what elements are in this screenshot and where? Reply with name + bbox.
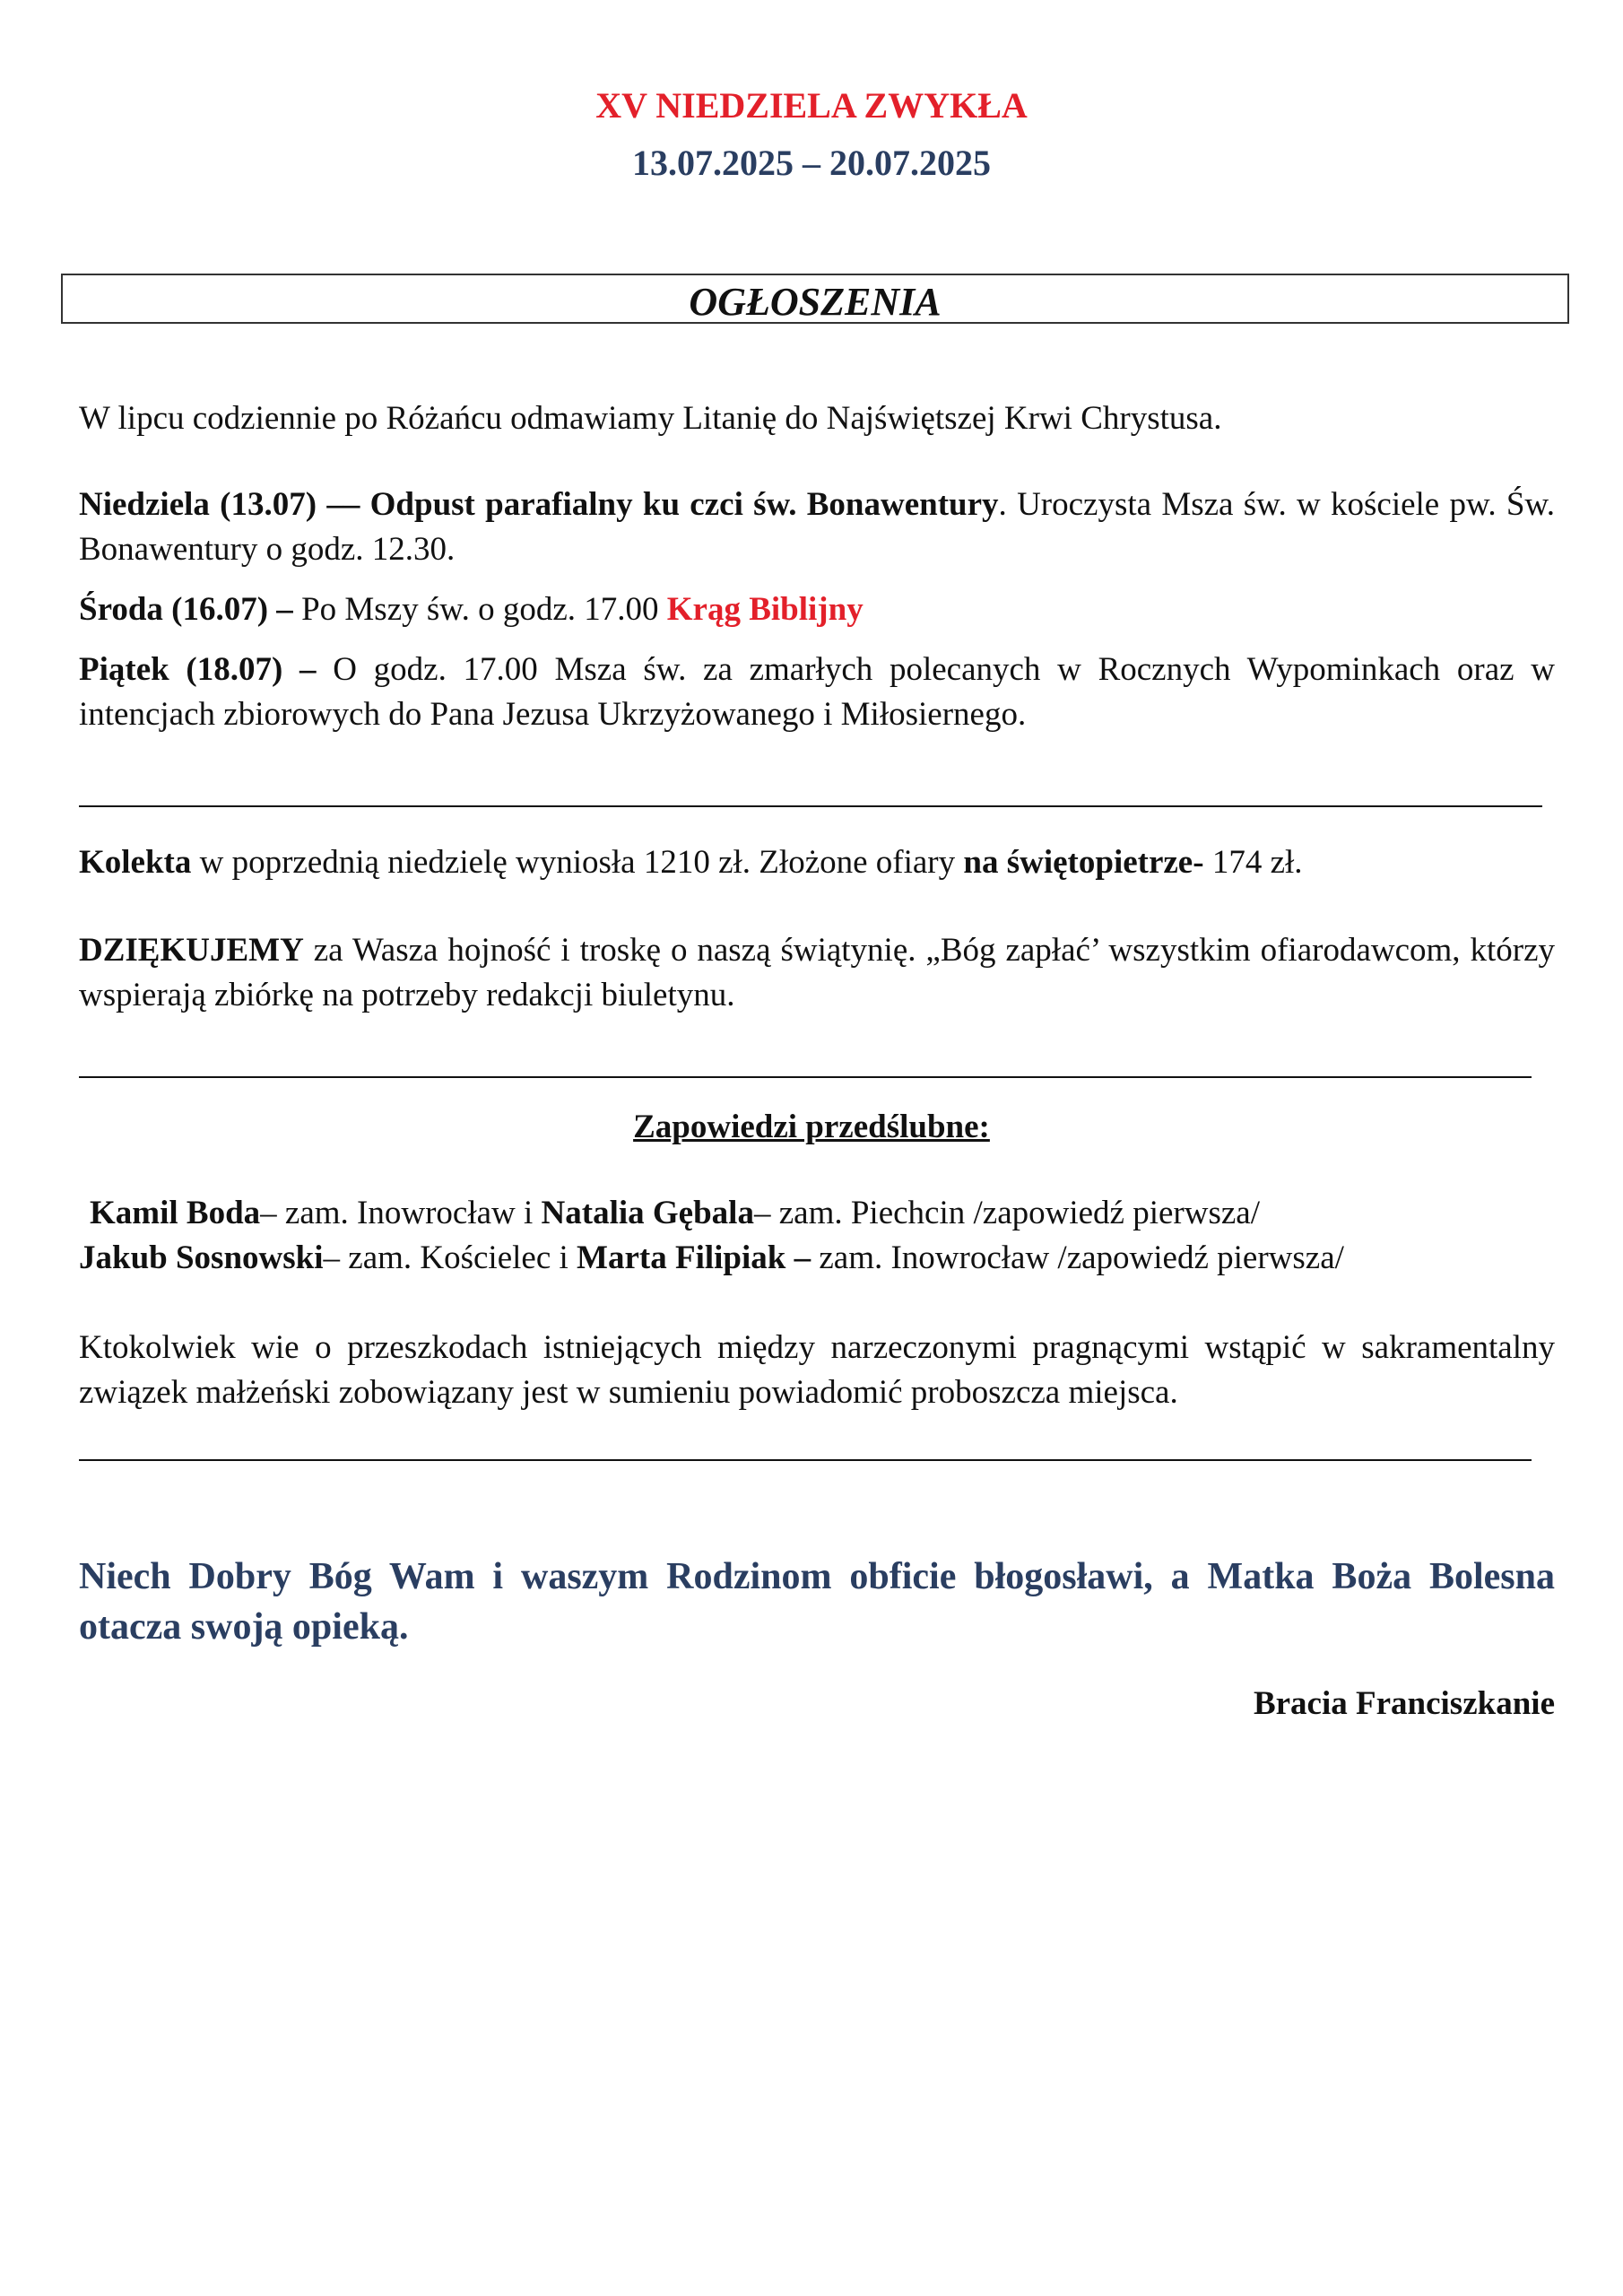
- section-title-box: [61, 274, 1569, 324]
- section-title: OGŁOSZENIA: [689, 280, 942, 324]
- bride-name: Natalia Gębala: [541, 1195, 754, 1231]
- page-title: XV NIEDZIELA ZWYKŁA: [595, 85, 1028, 126]
- peters-pence-label: na świętopietrze-: [963, 844, 1204, 881]
- divider: [79, 805, 1542, 807]
- sunday-text: . Uroczysta Msza św. w kościele pw. Św. Bonawentury o godz. 12.30.: [79, 486, 1555, 568]
- wednesday-text: Po Mszy św. o godz. 17.00: [301, 591, 667, 628]
- litany-text: W lipcu codziennie po Różańcu odmawiamy Litanię do Najświętszej Krwi Chrystusa.: [79, 400, 1222, 437]
- bride-residence: – zam. Piechcin /zapowiedź pierwsza/: [753, 1195, 1260, 1231]
- bride-residence: zam. Inowrocław /zapowiedź pierwsza/: [811, 1239, 1344, 1276]
- banns-impediment-notice: [79, 1326, 1555, 1415]
- wednesday-announcement: [79, 587, 1555, 632]
- groom-name: Kamil Boda: [90, 1195, 261, 1231]
- peters-pence-amount: 174 zł.: [1203, 844, 1303, 881]
- signature: Bracia Franciszkanie: [1253, 1685, 1555, 1722]
- date-range: 13.07.2025 – 20.07.2025: [632, 143, 991, 183]
- groom-name: Jakub Sosnowski: [79, 1239, 324, 1276]
- banns-couple-2: [79, 1236, 1555, 1281]
- wednesday-label: Środa (16.07) –: [79, 591, 302, 628]
- thanks-notice: [79, 928, 1555, 1018]
- bride-name: Marta Filipiak –: [577, 1239, 812, 1276]
- litany-notice: [79, 396, 1555, 441]
- blessing-text: Niech Dobry Bóg Wam i waszym Rodzinom obficie błogosławi, a Matka Boża Bolesna otacza swoją opieką.: [79, 1556, 1555, 1648]
- sunday-label: Niedziela (13.07) –– Odpust parafialny ku czci św. Bonawentury: [79, 486, 999, 523]
- sunday-announcement: [79, 483, 1555, 572]
- groom-residence: – zam. Inowrocław i: [260, 1195, 542, 1231]
- thanks-text: za Wasza hojność i troskę o naszą świątynię. „Bóg zapłać’ wszystkim ofiarodawcom, którzy wspierają zbiórkę na potrzeby redakcji biuletynu.: [79, 932, 1555, 1013]
- banns-couple-1: [79, 1191, 1555, 1236]
- divider: [79, 1076, 1532, 1078]
- collection-notice: [79, 840, 1555, 885]
- impediment-text: Ktokolwiek wie o przeszkodach istniejących między narzeczonymi pragnącymi wstąpić w sakramentalny związek małżeński zobowiązany jest w sumieniu powiadomić proboszcza miejsca.: [79, 1329, 1555, 1411]
- friday-announcement: [79, 648, 1555, 737]
- divider: [79, 1459, 1532, 1461]
- friday-label: Piątek (18.07) –: [79, 651, 334, 688]
- friday-text: O godz. 17.00 Msza św. za zmarłych polecanych w Rocznych Wypominkach oraz w intencjach zbiorowych do Pana Jezusa Ukrzyżowanego i Miłosiernego.: [79, 651, 1555, 733]
- bible-circle-highlight: Krąg Biblijny: [666, 591, 864, 628]
- banns-heading: Zapowiedzi przedślubne:: [633, 1109, 990, 1145]
- collection-text: w poprzednią niedzielę wyniosła 1210 zł. Złożone ofiary: [191, 844, 964, 881]
- groom-residence: – zam. Kościelec i: [323, 1239, 577, 1276]
- collection-label: Kolekta: [79, 844, 192, 881]
- thanks-label: DZIĘKUJEMY: [79, 932, 304, 969]
